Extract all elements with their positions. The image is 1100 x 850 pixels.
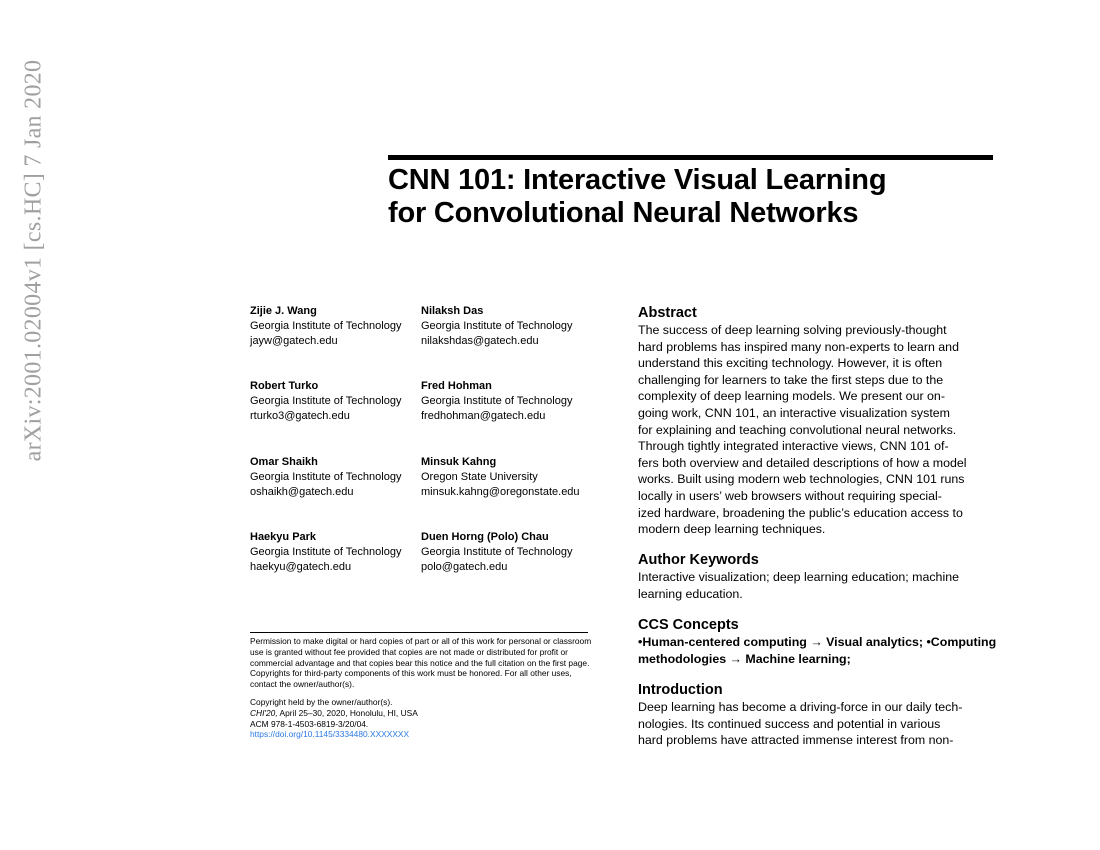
conference-info <box>250 708 595 719</box>
permission-notice: Permission to make digital or hard copies of part or all of this work for personal or classroom use is granted without fee provided that copies are not made or distributed for profit or commercial advantage and that copies bear this notice and the full citation on the first page. Copyrights for third-party components of this work must be honored. For all other uses, contact the owner/author(s). <box>250 636 592 690</box>
abstract-section <box>638 304 978 538</box>
author-affiliation: Georgia Institute of Technology <box>250 395 402 407</box>
author-email: jayw@gatech.edu <box>250 335 338 347</box>
arxiv-identifier: arXiv:2001.02004v1 [cs.HC] 7 Jan 2020 <box>20 59 47 461</box>
abstract-line: understand this exciting technology. However, it is often <box>638 356 943 371</box>
keywords-heading: Author Keywords <box>638 552 759 568</box>
author-affiliation: Georgia Institute of Technology <box>250 320 402 332</box>
ccs-line: •Human-centered computing → Visual analytics; •Computing <box>638 635 997 649</box>
author-name: Duen Horng (Polo) Chau <box>421 531 549 543</box>
author-name: Haekyu Park <box>250 531 317 543</box>
paper-title <box>388 164 993 230</box>
author-name: Minsuk Kahng <box>421 456 497 468</box>
author-affiliation: Oregon State University <box>421 471 538 483</box>
keywords-line: Interactive visualization; deep learning education; machine <box>638 570 959 584</box>
ccs-section <box>638 616 997 667</box>
abstract-line: Through tightly integrated interactive views, CNN 101 of- <box>638 439 949 454</box>
author-block <box>421 530 596 575</box>
conference-details: April 25–30, 2020, Honolulu, HI, USA <box>277 707 418 718</box>
doi-link[interactable]: https://doi.org/10.1145/3334480.XXXXXXX <box>250 729 410 740</box>
title-line: CNN 101: Interactive Visual Learning <box>388 164 887 196</box>
introduction-section <box>638 681 978 749</box>
introduction-line: nologies. Its continued success and potential in various <box>638 716 941 731</box>
abstract-line: complexity of deep learning models. We present our on- <box>638 389 945 404</box>
author-affiliation: Georgia Institute of Technology <box>421 320 573 332</box>
abstract-line: ized hardware, broadening the public’s education access to <box>638 505 963 520</box>
copyright-held: Copyright held by the owner/author(s). <box>250 697 393 707</box>
author-affiliation: Georgia Institute of Technology <box>421 395 573 407</box>
author-email: haekyu@gatech.edu <box>250 561 352 573</box>
abstract-line: hard problems has inspired many non-experts to learn and <box>638 339 959 354</box>
footnote-rule <box>250 632 588 633</box>
author-email: minsuk.kahng@oregonstate.edu <box>421 486 580 498</box>
author-email: oshaikh@gatech.edu <box>250 486 354 498</box>
introduction-body <box>638 699 978 749</box>
author-name: Robert Turko <box>250 380 319 392</box>
conference-name: CHI'20, <box>250 707 278 718</box>
author-affiliation: Georgia Institute of Technology <box>250 471 402 483</box>
keywords-section <box>638 551 978 602</box>
abstract-line: The success of deep learning solving previously-thought <box>638 323 947 337</box>
author-name: Nilaksh Das <box>421 305 484 317</box>
abstract-line: locally in users’ web browsers without requiring special- <box>638 488 942 503</box>
title-rule <box>388 155 993 160</box>
abstract-line: works. Built using modern web technologies, CNN 101 runs <box>638 472 965 487</box>
keywords-line: learning education. <box>638 586 743 601</box>
author-affiliation: Georgia Institute of Technology <box>250 546 402 558</box>
ccs-heading: CCS Concepts <box>638 617 739 633</box>
abstract-line: fers both overview and detailed descriptions of how a model <box>638 455 967 470</box>
abstract-line: modern deep learning techniques. <box>638 522 826 537</box>
introduction-heading: Introduction <box>638 682 723 698</box>
author-email: fredhohman@gatech.edu <box>421 410 546 422</box>
author-block <box>421 304 596 349</box>
introduction-line: Deep learning has become a driving-force in our daily tech- <box>638 700 963 714</box>
abstract-line: challenging for learners to take the first steps due to the <box>638 372 944 387</box>
keywords-body <box>638 569 978 602</box>
author-name: Fred Hohman <box>421 380 492 392</box>
author-affiliation: Georgia Institute of Technology <box>421 546 573 558</box>
author-name: Zijie J. Wang <box>250 305 317 317</box>
author-block <box>250 455 425 500</box>
arxiv-side-stamp <box>16 0 52 520</box>
author-block <box>250 379 425 424</box>
author-block <box>250 530 425 575</box>
title-line: for Convolutional Neural Networks <box>388 197 859 229</box>
author-block <box>421 379 596 424</box>
author-block <box>421 455 596 500</box>
author-email: rturko3@gatech.edu <box>250 410 350 422</box>
acm-isbn: ACM 978-1-4503-6819-3/20/04. <box>250 718 369 729</box>
ccs-line: methodologies → Machine learning; <box>638 651 851 666</box>
author-email: polo@gatech.edu <box>421 561 508 573</box>
author-name: Omar Shaikh <box>250 456 318 468</box>
copyright-block <box>250 697 595 740</box>
ccs-body <box>638 634 1018 667</box>
abstract-body <box>638 322 978 538</box>
abstract-heading: Abstract <box>638 305 697 321</box>
abstract-line: going work, CNN 101, an interactive visualization system <box>638 405 950 420</box>
author-block <box>250 304 425 349</box>
introduction-line: hard problems have attracted immense interest from non- <box>638 733 954 748</box>
author-email: nilakshdas@gatech.edu <box>421 335 539 347</box>
abstract-line: for explaining and teaching convolutional neural networks. <box>638 422 957 437</box>
